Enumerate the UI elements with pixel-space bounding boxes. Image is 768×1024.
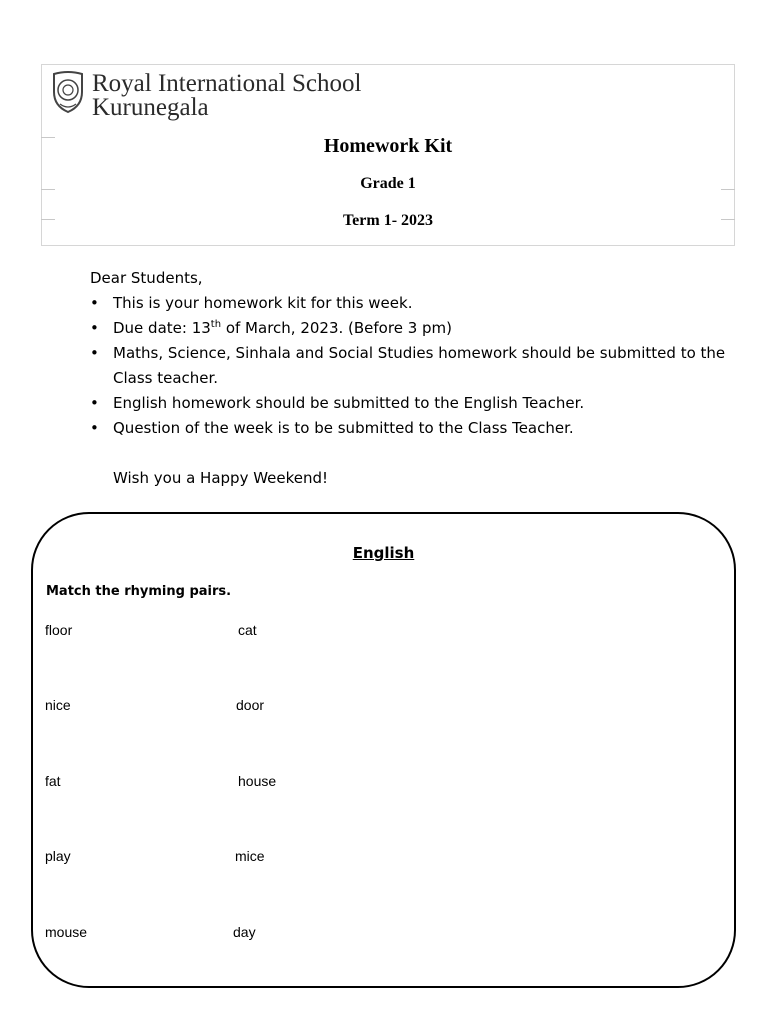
english-section xyxy=(31,512,736,988)
due-date-item xyxy=(90,316,740,341)
grade-label: Grade 1 xyxy=(360,175,416,192)
letter xyxy=(90,266,740,491)
notice-list xyxy=(90,291,740,441)
right-word: door xyxy=(236,697,265,713)
school-logo-row xyxy=(50,70,361,120)
list-item: • Question of the week is to be submitted to the Class Teacher. xyxy=(90,416,740,441)
right-word: house xyxy=(238,773,277,789)
due-date-sup: th xyxy=(210,319,222,330)
due-date-prefix: Due date: 13 xyxy=(113,319,211,337)
due-date-suffix: of March, 2023. (Before 3 pm) xyxy=(221,319,452,337)
header-box xyxy=(41,64,735,246)
page-title: Homework Kit xyxy=(323,135,453,157)
section-title: English xyxy=(352,544,415,562)
school-name-line2: Kurunegala xyxy=(92,94,209,121)
left-word: play xyxy=(45,848,71,864)
left-word: floor xyxy=(45,622,73,638)
list-item: • English homework should be submitted to the English Teacher. xyxy=(90,391,740,416)
right-word: cat xyxy=(238,622,257,638)
list-item: • Maths, Science, Sinhala and Social Studies homework should be submitted to the Class teacher. xyxy=(90,341,740,391)
school-name-line1: Royal International School xyxy=(92,70,362,97)
school-name xyxy=(92,72,361,120)
right-word: day xyxy=(233,924,256,940)
left-word: mouse xyxy=(45,924,88,940)
list-item: • This is your homework kit for this week. xyxy=(90,291,740,316)
school-crest-icon xyxy=(50,70,86,114)
wish-text: Wish you a Happy Weekend! xyxy=(113,469,329,487)
instruction: Match the rhyming pairs. xyxy=(46,584,232,599)
term-label: Term 1- 2023 xyxy=(342,212,434,229)
left-word: nice xyxy=(45,697,71,713)
right-word: mice xyxy=(235,848,265,864)
left-word: fat xyxy=(45,773,61,789)
greeting: Dear Students, xyxy=(90,269,203,287)
